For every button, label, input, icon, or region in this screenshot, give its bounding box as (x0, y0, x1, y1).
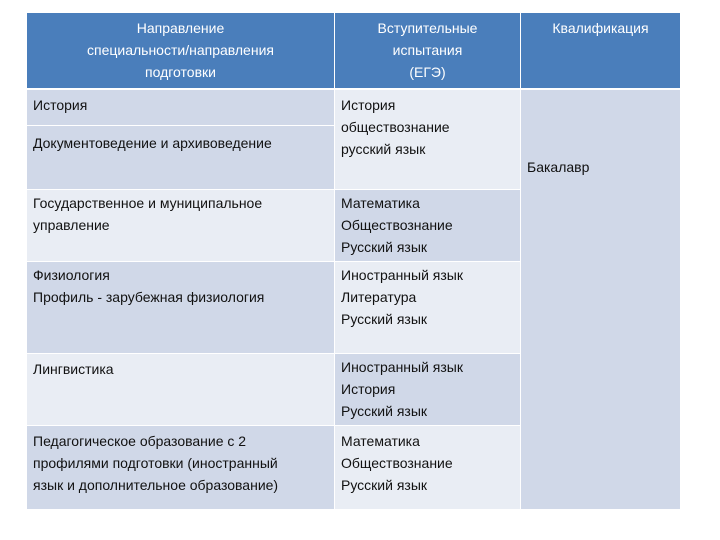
cell-qualification: Бакалавр (521, 89, 681, 509)
cell-direction: Государственное и муниципальное управление (27, 189, 335, 261)
cell-direction: История (27, 89, 335, 125)
cell-exams: Математика Обществознание Русский язык (335, 189, 521, 261)
cell-direction: Лингвистика (27, 353, 335, 425)
cell-exams: Иностранный язык Литература Русский язык (335, 261, 521, 353)
header-exams: Вступительные испытания (ЕГЭ) (335, 13, 521, 90)
cell-exams: Иностранный язык История Русский язык (335, 353, 521, 425)
cell-exams: Математика Обществознание Русский язык (335, 425, 521, 509)
cell-direction: Физиология Профиль - зарубежная физиология (27, 261, 335, 353)
cell-direction: Педагогическое образование с 2 профилями подготовки (иностранный язык и дополнительное образование) (27, 425, 335, 509)
admission-table (26, 12, 681, 510)
cell-direction: Документоведение и архивоведение (27, 125, 335, 189)
header-direction: Направление специальности/направления подготовки (27, 13, 335, 90)
header-row (27, 13, 681, 90)
cell-exams-merged: История обществознание русский язык (335, 89, 521, 189)
table-row (27, 89, 681, 125)
header-qualification: Квалификация (521, 13, 681, 90)
